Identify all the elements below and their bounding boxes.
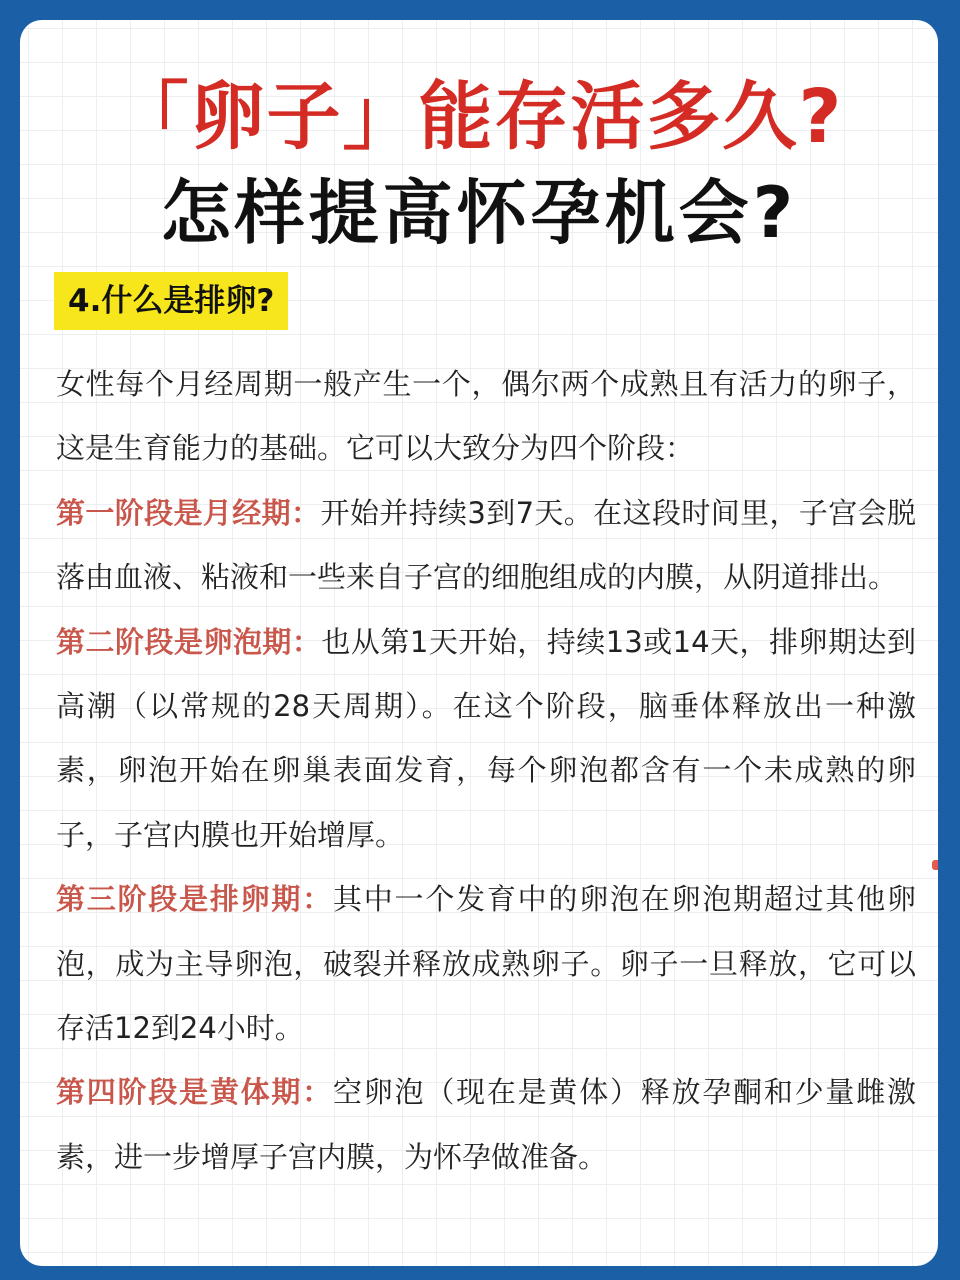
stage-text-4: 空卵泡（现在是黄体）释放孕酮和少量雌激素，进一步增厚子宫内膜，为怀孕做准备。	[56, 1075, 916, 1174]
stage-label-4: 第四阶段是黄体期：	[56, 1075, 333, 1110]
article-body	[56, 352, 916, 1189]
stage-text-1: 开始并持续3到7天。在这段时间里，子宫会脱落由血液、粘液和一些来自子宫的细胞组成的内膜，从阴道排出。	[56, 495, 916, 595]
stage-label-2: 第二阶段是卵泡期：	[56, 624, 322, 659]
content-card	[20, 20, 938, 1266]
intro-paragraph: 女性每个月经周期一般产生一个，偶尔两个成熟且有活力的卵子，这是生育能力的基础。它可以大致分为四个阶段：	[56, 367, 916, 466]
stage-text-3: 其中一个发育中的卵泡在卵泡期超过其他卵泡，成为主导卵泡，破裂并释放成熟卵子。卵子一旦释放，它可以存活12到24小时。	[56, 882, 916, 1046]
stage-paragraph-2	[56, 610, 916, 868]
stage-label-1: 第一阶段是月经期：	[56, 495, 321, 530]
title-line-2: 怎样提高怀孕机会?	[160, 172, 798, 254]
stage-paragraph-4	[56, 1060, 916, 1189]
stage-label-3: 第三阶段是排卵期：	[56, 882, 333, 917]
stage-paragraph-3	[56, 867, 916, 1060]
stage-text-2: 也从第1天开始，持续13或14天，排卵期达到高潮（以常规的28天周期）。在这个阶段，脑垂体释放出一种激素，卵泡开始在卵巢表面发育，每个卵泡都含有一个未成熟的卵子，子宫内膜也开始增厚。	[56, 624, 916, 852]
edge-marker	[932, 860, 938, 870]
section-heading: 4.什么是排卵?	[54, 272, 288, 330]
stage-paragraph-1	[56, 481, 916, 610]
title-line-1: 「卵子」能存活多久?	[114, 74, 844, 160]
